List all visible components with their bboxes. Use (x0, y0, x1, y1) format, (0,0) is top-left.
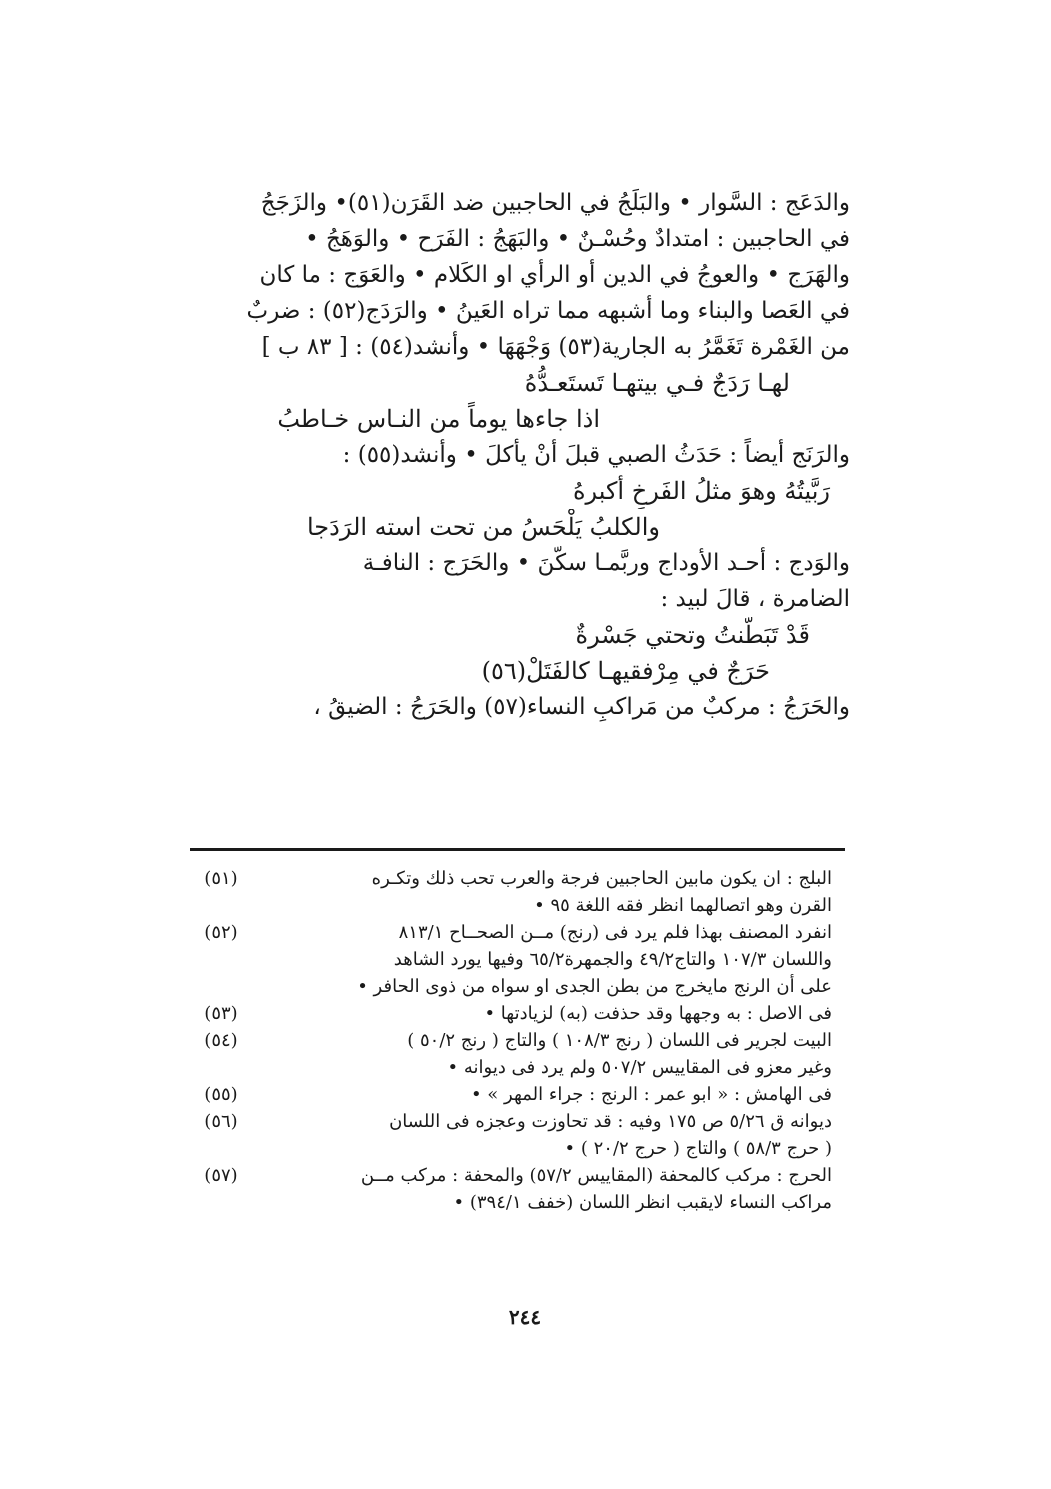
footnote (186, 1027, 850, 1081)
verse-line: قَدْ تَبَطَّنتُ وتحتي جَسْرةٌ (575, 621, 810, 649)
footnote-line: الحرج : مركب كالمحفة (المقاييس ٥٧/٢) والمحفة : مركب مــن (360, 1165, 832, 1186)
verse-line: رَبَّيتُهُ وهوَ مثلُ الفَرخِ أكبرهُ (572, 477, 830, 505)
verse-line: والكلبُ يَلْحَسُ من تحت استه الرَدَجا (306, 513, 660, 541)
text-line: والرَنَج أيضاً : حَدَثُ الصبي قبلَ أنْ يأكلَ • وأنشد(٥٥) : (342, 442, 850, 468)
footnote-line: ( حرج ٥٨/٣ ) والتاج ( حرج ٢٠/٢ ) • (564, 1138, 832, 1159)
footnote-number: (٥٤) (204, 1030, 238, 1051)
text-line: والحَرَجُ : مركبٌ من مَراكبِ النساء(٥٧) والحَرَجُ : الضيقُ ، (313, 694, 850, 720)
page-number: ٢٤٤ (508, 1305, 542, 1329)
text-line: والهَرَج • والعوجُ في الدين أو الرأي او الكَلام • والعَوَج : ما كان (259, 262, 850, 288)
footnote-number: (٥٦) (204, 1111, 238, 1132)
footnote (186, 1162, 850, 1216)
footnote-line: فى الاصل : به وجهها وقد حذفت (به) لزيادتها • (484, 1003, 832, 1024)
footnote-divider (190, 848, 845, 851)
main-text (180, 185, 850, 725)
text-line: من الغَمْرة تَغَمَّرُ به الجارية(٥٣) وَجْهَهَا • وأنشد(٥٤) : [ ٨٣ ب ] (261, 334, 850, 360)
verse-line: اذا جاءها يوماً من النـاس خـاطبُ (277, 405, 600, 433)
text-line: والدَعَج : السَّوار • والبَلَجُ في الحاجبين ضد القَرَن(٥١)• والزَجَجُ (260, 190, 850, 216)
footnote-number: (٥٣) (204, 1003, 238, 1024)
footnote-line: البيت لجرير فى اللسان ( رنج ١٠٨/٣ ) والتاج ( رنج ٥٠/٢ ) (407, 1030, 832, 1051)
footnote-number: (٥٧) (204, 1165, 238, 1186)
footnote-line: انفرد المصنف بهذا فلم يرد فى (رنج) مــن الصحــاح ٨١٣/١ (398, 922, 832, 943)
footnote-number: (٥١) (204, 868, 238, 889)
footnote (186, 865, 850, 919)
footnote-line: البلج : ان يكون مابين الحاجبين فرجة والعرب تحب ذلك وتكـره (371, 868, 832, 889)
footnote-line: مراكب النساء لايقبب انظر اللسان (خفف ٣٩٤/١) • (453, 1192, 832, 1213)
footnote (186, 1081, 850, 1108)
footnote-line: على أن الرنج مايخرج من بطن الجدى او سواه من ذوى الحافر • (357, 976, 832, 997)
footnote-line: واللسان ١٠٧/٣ والتاج٤٩/٢ والجمهرة٦٥/٢ وفيها يورد الشاهد (393, 949, 832, 970)
footnotes (186, 865, 850, 1216)
footnote-line: وغير معزو فى المقاييس ٥٠٧/٢ ولم يرد فى ديوانه • (447, 1057, 832, 1078)
footnote (186, 919, 850, 1000)
text-line: والوَدج : أحـد الأوداج وربَّمـا سكّنَ • والحَرَج : النافـة (362, 550, 850, 576)
footnote-line: القرن وهو اتصالهما انظر فقه اللغة ٩٥ • (534, 895, 832, 916)
text-line: الضامرة ، قالَ لبيد : (660, 586, 850, 612)
footnote-line: ديوانه ق ٥/٢٦ ص ١٧٥ وفيه : قد تحاوزت وعجزه فى اللسان (389, 1111, 832, 1132)
text-line: في الحاجبين : امتدادٌ وحُسْـنٌ • والبَهَجُ : الفَرَح • والوَهَجُ • (305, 226, 850, 252)
footnote (186, 1108, 850, 1162)
footnote-number: (٥٢) (204, 922, 238, 943)
text-line: في العَصا والبناء وما أشبهه مما تراه العَينُ • والرَدَج(٥٢) : ضربٌ (246, 298, 850, 324)
footnote-line: فى الهامش : « ابو عمر : الرنج : جراء المهر » • (470, 1084, 832, 1105)
footnote-number: (٥٥) (204, 1084, 238, 1105)
verse-line: حَرَجٌ في مِرْفقيهـا كالفَتَلْ(٥٦) (481, 657, 770, 685)
footnote (186, 1000, 850, 1027)
verse-line: لهـا رَدَجٌ فـي بيتهـا تَستَعـدُّهُ (524, 369, 790, 397)
